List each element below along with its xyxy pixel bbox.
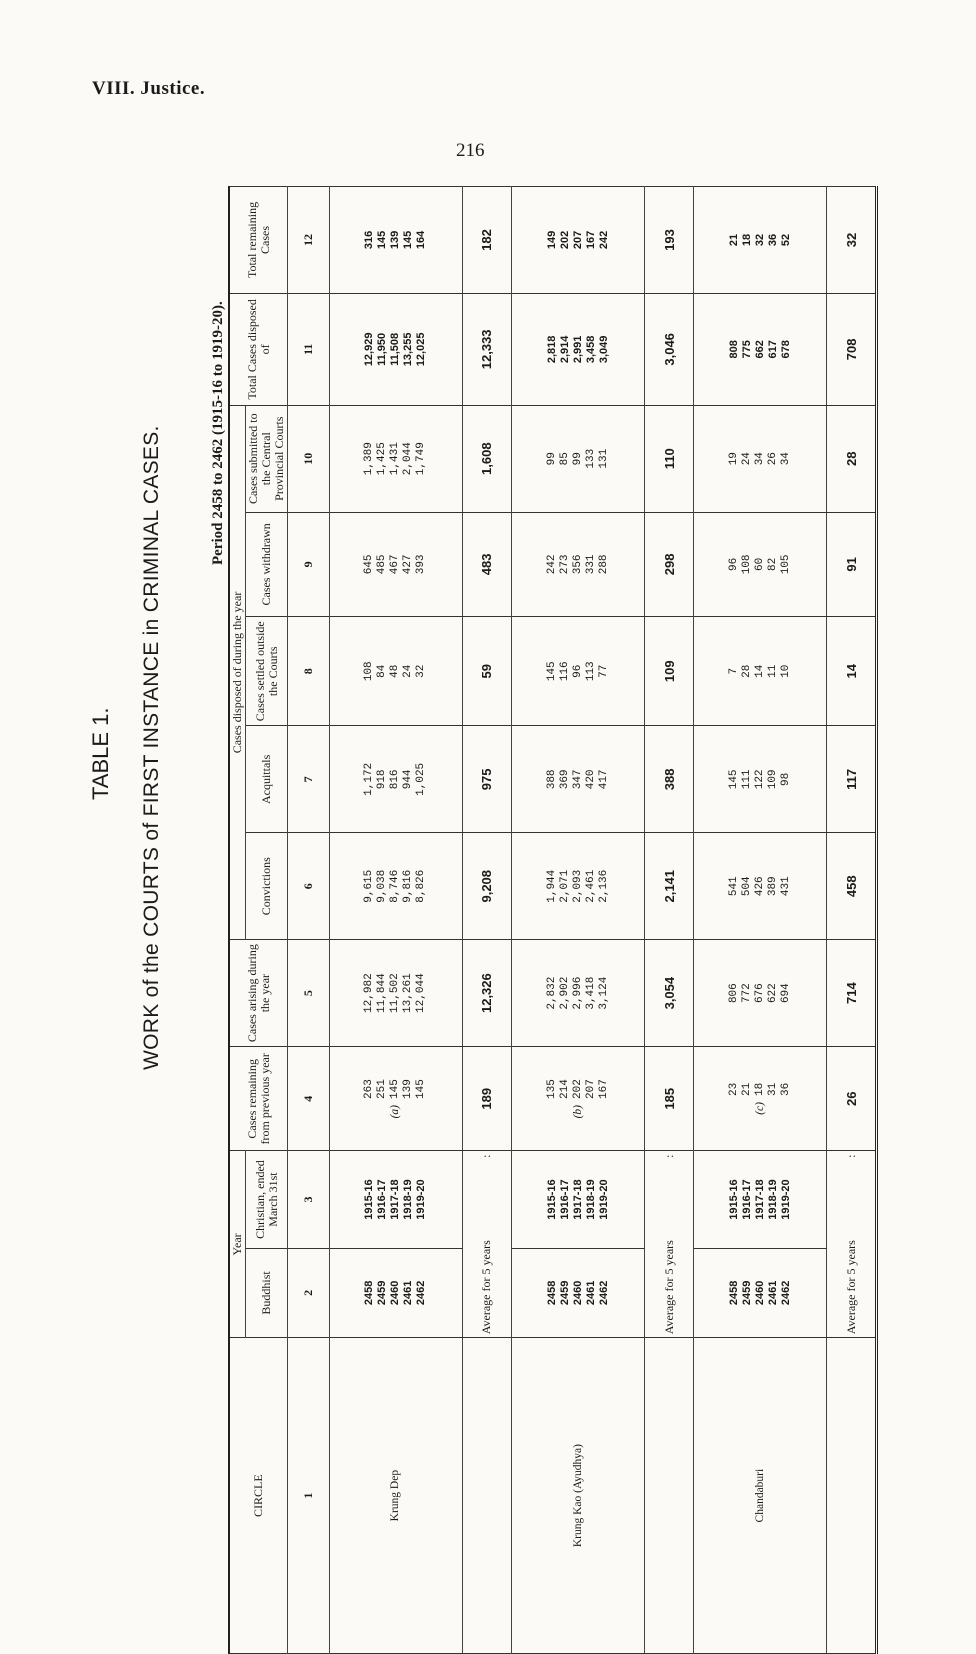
average-row [827,187,877,1654]
cell-value: 622 [766,983,779,1004]
cell-value: 21 [727,233,740,247]
cell-value: 645 [363,554,376,575]
cell-value: 504 [740,876,753,897]
cell-value: 2,818 [545,335,558,364]
cell-value: 1919-20 [415,1179,428,1220]
circle-name: Krung Dep [329,1338,463,1654]
circle-name: Krung Kao (Ayudhya) [511,1338,645,1654]
column-number-cell: 5 [288,940,330,1047]
cell-total-remaining [511,187,645,294]
average-value: 28 [827,405,877,512]
cell-value: 331 [584,554,597,575]
footnote-marker: (b) [571,1104,584,1119]
cell-value: 164 [415,230,428,250]
cell-value: 24 [402,664,415,678]
average-value: 117 [827,726,877,833]
cell-value: 116 [558,661,571,682]
cell-value: 34 [779,452,792,466]
footnote-marker: (c) [753,1102,766,1115]
cell-value: 426 [753,876,766,897]
cell-arising [693,940,827,1047]
cell-value: 11,844 [376,973,389,1013]
average-row [463,187,511,1654]
cell-value: 678 [779,340,792,359]
column-number-cell: 3 [288,1151,330,1248]
header-christian: Christian, ended March 31st [246,1151,288,1248]
cell-value: 1915-16 [727,1179,740,1220]
cell-value: 96 [571,664,584,678]
cell-convictions [511,833,645,940]
table-title: WORK of the COURTS of FIRST INSTANCE in CRIMINAL CASES. [140,425,163,1070]
header-acquittals: Acquittals [246,726,288,833]
cell-value: 13,255 [402,332,415,367]
cell-value: 3,458 [584,335,597,364]
cell-value: 676 [753,983,766,1004]
cell-settled [329,617,463,726]
cell-value: 11 [766,664,779,678]
header-arising: Cases arising during the year [229,940,288,1047]
cell-value: 135 [545,1079,558,1099]
cell-value: 3,418 [584,976,597,1010]
cell-value: 36 [766,233,779,247]
cell-value: 2,902 [558,976,571,1010]
cell-value: 417 [597,769,610,790]
cell-value: 2458 [363,1280,376,1306]
table-body [288,187,877,1654]
average-value: 110 [645,405,693,512]
cell-value: 9,038 [376,869,389,903]
cell-total-disposed [693,293,827,405]
cell-convictions [693,833,827,940]
header-submitted: Cases submitted to the Central Provincial Courts [246,405,288,512]
cell-value: 18 [753,1082,766,1097]
cell-value: 694 [779,983,792,1004]
column-number-cell: 4 [288,1047,330,1151]
average-value: 708 [827,293,877,405]
cell-buddhist [511,1248,645,1338]
cell-value: 1917-18 [753,1179,766,1220]
cell-value: 108 [740,554,753,575]
cell-value: 214 [558,1079,571,1099]
cell-value: 8,826 [415,869,428,903]
page-number: 216 [456,140,485,161]
cell-value: 11,502 [389,973,402,1013]
cell-value: 1915-16 [545,1179,558,1220]
cell-value: 1919-20 [779,1179,792,1220]
cell-value: 9,615 [363,869,376,903]
cell-value: 2461 [402,1280,415,1306]
average-value: 193 [645,187,693,294]
cell-value: 31 [766,1082,779,1097]
cell-value: 131 [597,448,610,469]
column-number-cell: 1 [288,1338,330,1654]
table-label: TABLE 1. [88,707,113,800]
cell-value: 8,746 [389,869,402,903]
cell-value: 145 [727,769,740,790]
cell-value: 36 [779,1082,792,1097]
average-dots: : [479,1154,494,1158]
header-settled: Cases settled outside the Courts [246,617,288,726]
cell-value: 816 [389,769,402,790]
footnote-marker: (a) [389,1104,402,1119]
header-total-remaining: Total remaining Cases [229,187,288,294]
cell-value: 467 [389,554,402,575]
average-value: 26 [827,1047,877,1151]
header-remaining-prev: Cases remaining from previous year [229,1047,288,1151]
cell-value: 1,025 [415,762,428,796]
cell-value: 145 [389,1079,402,1099]
cell-value: 1,749 [415,442,428,476]
cell-value: 1,944 [545,869,558,903]
cell-value: 1,425 [376,442,389,476]
cell-value: 808 [727,340,740,359]
circle-data-row [329,187,463,1654]
cell-settled [693,617,827,726]
cell-value: 11,950 [376,332,389,366]
cell-value: 288 [597,554,610,575]
cell-value: 2459 [740,1280,753,1306]
cell-value: 32 [753,233,766,247]
period-heading: Period 2458 to 2462 (1915-16 to 1919-20). [210,301,226,565]
cell-value: 356 [571,554,584,575]
cell-arising [511,940,645,1047]
average-label: Average for 5 years [661,1240,676,1335]
cell-value: 2,461 [584,869,597,903]
average-value: 9,208 [463,833,511,940]
cell-value: 431 [779,876,792,897]
column-number-cell: 8 [288,617,330,726]
header-circle: CIRCLE [229,1338,288,1654]
header-convictions: Convictions [246,833,288,940]
cell-value: 109 [766,769,779,790]
column-number-cell: 6 [288,833,330,940]
column-number-cell: 12 [288,187,330,294]
average-value: 458 [827,833,877,940]
cell-value: 2460 [389,1280,402,1306]
column-number-cell: 10 [288,405,330,512]
cell-value: 1919-20 [597,1179,610,1220]
cell-value: 1,431 [389,442,402,476]
cell-value: 19 [727,452,740,466]
cell-withdrawn [511,512,645,616]
column-number-row [288,187,330,1654]
average-value: 185 [645,1047,693,1151]
column-number-cell: 9 [288,512,330,616]
cell-submitted [693,405,827,512]
cell-value: 2,136 [597,869,610,903]
average-label: Average for 5 years [479,1240,494,1335]
average-dots: : [661,1154,676,1158]
cell-value: 347 [571,769,584,790]
average-value: 12,326 [463,940,511,1047]
cell-value: 2459 [376,1280,389,1306]
average-value: 14 [827,617,877,726]
cell-value: 420 [584,769,597,790]
cell-value: 149 [545,230,558,250]
cell-value: 145 [415,1079,428,1099]
cell-value: 2461 [766,1280,779,1306]
cell-value: 167 [597,1079,610,1099]
circle-data-row [511,187,645,1654]
cell-value: 393 [415,554,428,575]
cell-value: 2462 [597,1280,610,1306]
cell-value: 12,929 [363,332,376,367]
header-disposed-group: Cases disposed of during the year [229,405,246,939]
cell-value: 48 [389,664,402,678]
cell-value: 2,991 [571,335,584,364]
cell-value: 85 [558,452,571,466]
cell-value: 1916-17 [558,1179,571,1220]
average-value: 12,333 [463,293,511,405]
column-number-cell: 7 [288,726,330,833]
cell-value: 207 [584,1079,597,1099]
criminal-cases-table [228,186,878,1654]
cell-acquittals [329,726,463,833]
cell-buddhist [329,1248,463,1338]
cell-value: 263 [363,1079,376,1099]
rotated-table-container [228,186,878,1654]
header-year: Year [229,1151,246,1338]
cell-value: 2462 [779,1280,792,1306]
cell-value: 541 [727,876,740,897]
cell-value: 617 [766,340,779,359]
average-blank-cell [645,1338,693,1654]
average-dots: : [843,1154,858,1158]
cell-value: 99 [545,452,558,466]
cell-total-remaining [693,187,827,294]
average-value: 2,141 [645,833,693,940]
cell-value: 242 [545,554,558,575]
cell-value: 12,025 [415,332,428,367]
cell-buddhist [693,1248,827,1338]
cell-value: 2,996 [571,976,584,1010]
cell-value: 12,982 [363,973,376,1013]
cell-arising [329,940,463,1047]
cell-value: 13,261 [402,973,415,1013]
cell-value: 662 [753,340,766,359]
average-value: 3,046 [645,293,693,405]
cell-value: 1916-17 [740,1179,753,1220]
cell-value: 3,124 [597,976,610,1010]
cell-value: 23 [727,1082,740,1097]
cell-value: 1,389 [363,442,376,476]
cell-value: 60 [753,557,766,571]
average-value: 59 [463,617,511,726]
cell-value: 1917-18 [571,1179,584,1220]
header-total-disposed: Total Cases disposed of [229,293,288,405]
cell-withdrawn [693,512,827,616]
cell-acquittals [693,726,827,833]
cell-value: 34 [753,452,766,466]
cell-christian [329,1151,463,1248]
cell-value: 806 [727,983,740,1004]
cell-value: 2462 [415,1280,428,1306]
average-label-cell [827,1151,877,1338]
cell-remaining-prev [693,1047,827,1151]
cell-value: 242 [597,230,610,250]
cell-value: 122 [753,769,766,790]
column-number-cell: 11 [288,293,330,405]
cell-christian [693,1151,827,1248]
cell-value: 139 [389,230,402,250]
cell-value: 2,044 [402,442,415,476]
average-value: 714 [827,940,877,1047]
cell-value: 944 [402,769,415,790]
cell-value: 427 [402,554,415,575]
cell-value: 82 [766,557,779,571]
cell-value: 3,049 [597,335,610,364]
average-label-cell [463,1151,511,1338]
average-value: 975 [463,726,511,833]
cell-total-remaining [329,187,463,294]
cell-value: 202 [571,1079,584,1099]
cell-value: 1918-19 [402,1179,415,1220]
average-value: 182 [463,187,511,294]
cell-value: 2460 [753,1280,766,1306]
cell-value: 32 [415,664,428,678]
cell-value: 273 [558,554,571,575]
cell-value: 2,914 [558,335,571,364]
cell-settled [511,617,645,726]
cell-value: 113 [584,661,597,682]
cell-value: 133 [584,448,597,469]
cell-value: 99 [571,452,584,466]
cell-value: 145 [545,661,558,682]
cell-value: 2460 [571,1280,584,1306]
cell-value: 11,508 [389,332,402,366]
cell-value: 2461 [584,1280,597,1306]
cell-value: 21 [740,1082,753,1097]
cell-value: 98 [779,772,792,786]
cell-value: 96 [727,557,740,571]
cell-submitted [329,405,463,512]
average-blank-cell [463,1338,511,1654]
cell-value: 207 [571,230,584,250]
cell-value: 369 [558,769,571,790]
cell-value: 2458 [727,1280,740,1306]
section-heading: VIII. Justice. [92,78,206,99]
cell-value: 52 [779,233,792,247]
average-value: 3,054 [645,940,693,1047]
average-value: 109 [645,617,693,726]
cell-value: 167 [584,230,597,250]
cell-value: 9,816 [402,869,415,903]
cell-value: 145 [376,230,389,250]
cell-value: 139 [402,1079,415,1099]
cell-value: 10 [779,664,792,678]
cell-value: 1917-18 [389,1179,402,1220]
cell-total-disposed [329,293,463,405]
cell-value: 28 [740,664,753,678]
cell-submitted [511,405,645,512]
cell-value: 1918-19 [584,1179,597,1220]
average-blank-cell [827,1338,877,1654]
cell-christian [511,1151,645,1248]
cell-value: 2459 [558,1280,571,1306]
cell-value: 772 [740,983,753,1004]
cell-value: 2,832 [545,976,558,1010]
cell-convictions [329,833,463,940]
column-number-cell: 2 [288,1248,330,1338]
cell-value: 77 [597,664,610,678]
cell-value: 1916-17 [376,1179,389,1220]
cell-value: 111 [740,769,753,790]
cell-value: 7 [727,667,740,675]
cell-value: 202 [558,230,571,250]
average-value: 91 [827,512,877,616]
cell-value: 485 [376,554,389,575]
cell-value: 388 [545,769,558,790]
cell-value: 105 [779,554,792,575]
average-row [645,187,693,1654]
cell-value: 389 [766,876,779,897]
circle-data-row [693,187,827,1654]
cell-total-disposed [511,293,645,405]
cell-value: 1918-19 [766,1179,779,1220]
average-value: 1,608 [463,405,511,512]
cell-value: 2,071 [558,869,571,903]
cell-value: 14 [753,664,766,678]
average-label: Average for 5 years [843,1240,858,1335]
header-buddhist: Buddhist [246,1248,288,1338]
cell-value: 108 [363,661,376,682]
header-withdrawn: Cases withdrawn [246,512,288,616]
cell-value: 775 [740,340,753,359]
cell-value: 1,172 [363,762,376,796]
average-label-cell [645,1151,693,1338]
cell-value: 2458 [545,1280,558,1306]
cell-value: 2,093 [571,869,584,903]
cell-value: 251 [376,1079,389,1099]
cell-withdrawn [329,512,463,616]
average-value: 298 [645,512,693,616]
cell-value: 24 [740,452,753,466]
cell-remaining-prev [329,1047,463,1151]
average-value: 388 [645,726,693,833]
average-value: 189 [463,1047,511,1151]
cell-value: 316 [363,230,376,250]
cell-value: 1915-16 [363,1179,376,1220]
cell-acquittals [511,726,645,833]
cell-remaining-prev [511,1047,645,1151]
circle-name: Chandaburi [693,1338,827,1654]
cell-value: 18 [740,233,753,247]
average-value: 32 [827,187,877,294]
cell-value: 26 [766,452,779,466]
cell-value: 84 [376,664,389,678]
cell-value: 12,044 [415,973,428,1013]
cell-value: 145 [402,230,415,250]
cell-value: 918 [376,769,389,790]
average-value: 483 [463,512,511,616]
